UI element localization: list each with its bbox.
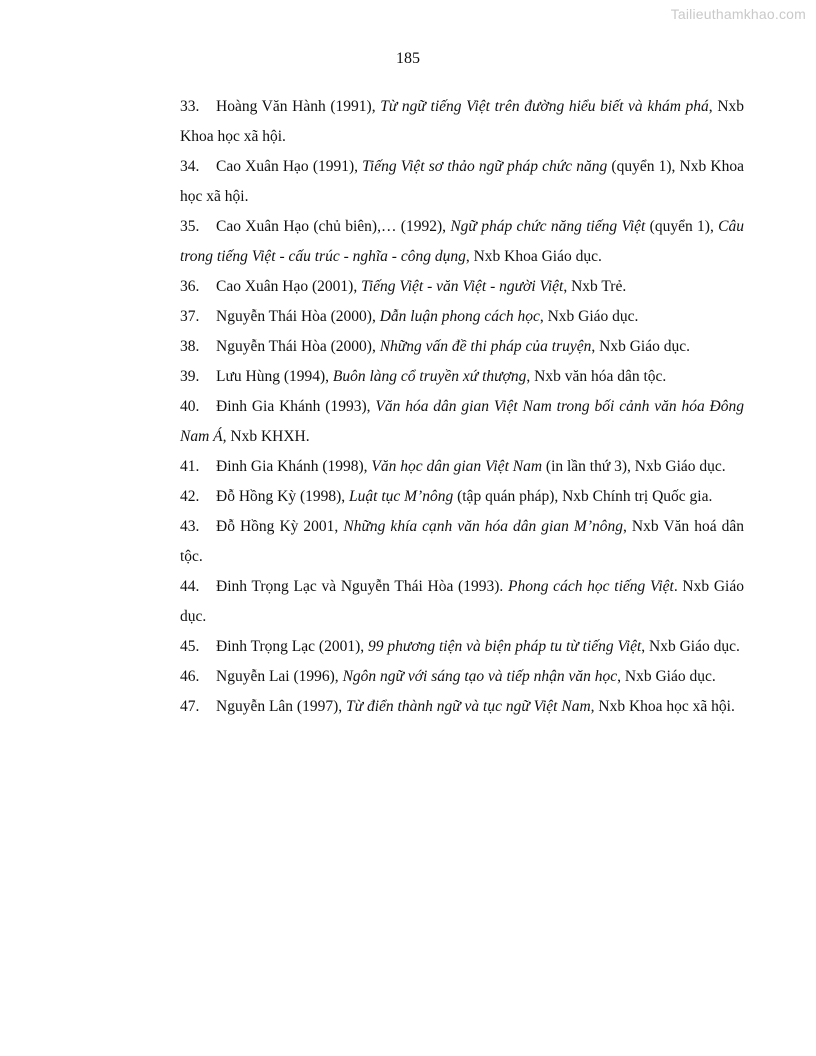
reference-publisher: , Nxb Giáo dục. [539, 308, 639, 325]
reference-author: Nguyễn Lân (1997), [216, 698, 346, 715]
reference-number: 43. [180, 518, 200, 535]
reference-title: Những khía cạnh văn hóa dân gian M’nông [343, 518, 623, 535]
reference-author: Đỗ Hồng Kỳ (1998), [216, 488, 350, 505]
watermark: Tailieuthamkhao.com [670, 6, 806, 22]
reference-number: 46. [180, 668, 200, 685]
reference-item [180, 92, 744, 152]
reference-title: Tiếng Việt - văn Việt - người Việt [361, 278, 564, 295]
reference-title: Luật tục M’nông [349, 488, 454, 505]
reference-author: Nguyễn Thái Hòa (2000), [216, 338, 380, 355]
reference-item [180, 452, 744, 482]
reference-item [180, 662, 744, 692]
reference-title: Những vấn đề thi pháp của truyện [379, 338, 592, 355]
reference-item [180, 212, 744, 272]
reference-number: 47. [180, 698, 200, 715]
reference-item [180, 512, 744, 572]
reference-list [180, 92, 744, 722]
page-number: 185 [396, 50, 420, 67]
reference-author: Đinh Gia Khánh (1993), [216, 398, 376, 415]
reference-item [180, 482, 744, 512]
reference-volume: (quyển 1), [645, 218, 719, 235]
reference-item [180, 632, 744, 662]
reference-author: Đinh Trọng Lạc và Nguyễn Thái Hòa (1993). [216, 578, 508, 595]
reference-author: Cao Xuân Hạo (chủ biên),… (1992), [216, 218, 451, 235]
reference-item [180, 272, 744, 302]
reference-title: Ngôn ngữ với sáng tạo và tiếp nhận văn học [342, 668, 618, 685]
reference-publisher: , Nxb Khoa Giáo dục. [465, 248, 602, 265]
reference-item [180, 572, 744, 632]
reference-author: Nguyễn Lai (1996), [216, 668, 343, 685]
reference-item [180, 392, 744, 452]
reference-publisher: (quyển 1), Nxb Khoa học xã hội. [180, 158, 744, 205]
reference-author: Cao Xuân Hạo (1991), [216, 158, 363, 175]
reference-publisher: , Nxb Giáo dục. [617, 668, 716, 685]
reference-number: 33. [180, 98, 200, 115]
reference-author: Đinh Gia Khánh (1998), [216, 458, 372, 475]
reference-publisher: , Nxb văn hóa dân tộc. [526, 368, 667, 385]
reference-title: Văn hóa dân gian Việt Nam trong bối cảnh văn hóa Đông Nam Á, [180, 398, 744, 445]
reference-author: Nguyễn Thái Hòa (2000), [216, 308, 380, 325]
reference-item [180, 362, 744, 392]
reference-number: 41. [180, 458, 200, 475]
reference-author: Hoàng Văn Hành (1991), [216, 98, 381, 115]
reference-item [180, 692, 744, 722]
reference-item [180, 152, 744, 212]
reference-author: Đinh Trọng Lạc (2001), [216, 638, 368, 655]
reference-number: 45. [180, 638, 200, 655]
reference-number: 40. [180, 398, 200, 415]
reference-publisher: (in lần thứ 3), Nxb Giáo dục. [542, 458, 726, 475]
reference-title: Ngữ pháp chức năng tiếng Việt [450, 218, 646, 235]
reference-title: Văn học dân gian Việt Nam [371, 458, 543, 475]
reference-publisher: . Nxb Giáo dục. [180, 578, 744, 625]
reference-publisher: Nxb KHXH. [226, 428, 310, 445]
reference-publisher: , Nxb Trẻ. [563, 278, 627, 295]
reference-publisher: , Nxb Giáo dục. [591, 338, 690, 355]
reference-publisher: , Nxb Văn hoá dân tộc. [180, 518, 744, 565]
reference-title: Từ điển thành ngữ và tục ngữ Việt Nam, [346, 698, 595, 715]
reference-author: Cao Xuân Hạo (2001), [216, 278, 362, 295]
reference-title: Dẫn luận phong cách học [379, 308, 540, 325]
reference-subtitle: Câu trong tiếng Việt - cấu trúc - nghĩa - công dụng [180, 218, 745, 265]
reference-publisher: , Nxb Giáo dục. [641, 638, 740, 655]
reference-publisher: (tập quán pháp), Nxb Chính trị Quốc gia. [453, 488, 713, 505]
reference-title: 99 phương tiện và biện pháp tu từ tiếng Việt [367, 638, 642, 655]
reference-title: Tiếng Việt sơ thảo ngữ pháp chức năng [362, 158, 608, 175]
reference-publisher: Nxb Khoa học xã hội. [594, 698, 735, 715]
reference-publisher: , Nxb Khoa học xã hội. [180, 98, 745, 145]
reference-title: Phong cách học tiếng Việt [507, 578, 674, 595]
reference-number: 42. [180, 488, 200, 505]
reference-number: 37. [180, 308, 200, 325]
reference-number: 35. [180, 218, 200, 235]
reference-item [180, 332, 744, 362]
reference-author: Đỗ Hồng Kỳ 2001, [216, 518, 344, 535]
reference-item [180, 302, 744, 332]
reference-title: Từ ngữ tiếng Việt trên đường hiểu biết và khám phá [380, 98, 709, 115]
reference-number: 36. [180, 278, 200, 295]
reference-title: Buôn làng cổ truyền xứ thượng [332, 368, 527, 385]
reference-number: 38. [180, 338, 200, 355]
reference-number: 34. [180, 158, 200, 175]
reference-number: 44. [180, 578, 200, 595]
reference-number: 39. [180, 368, 200, 385]
reference-author: Lưu Hùng (1994), [216, 368, 333, 385]
